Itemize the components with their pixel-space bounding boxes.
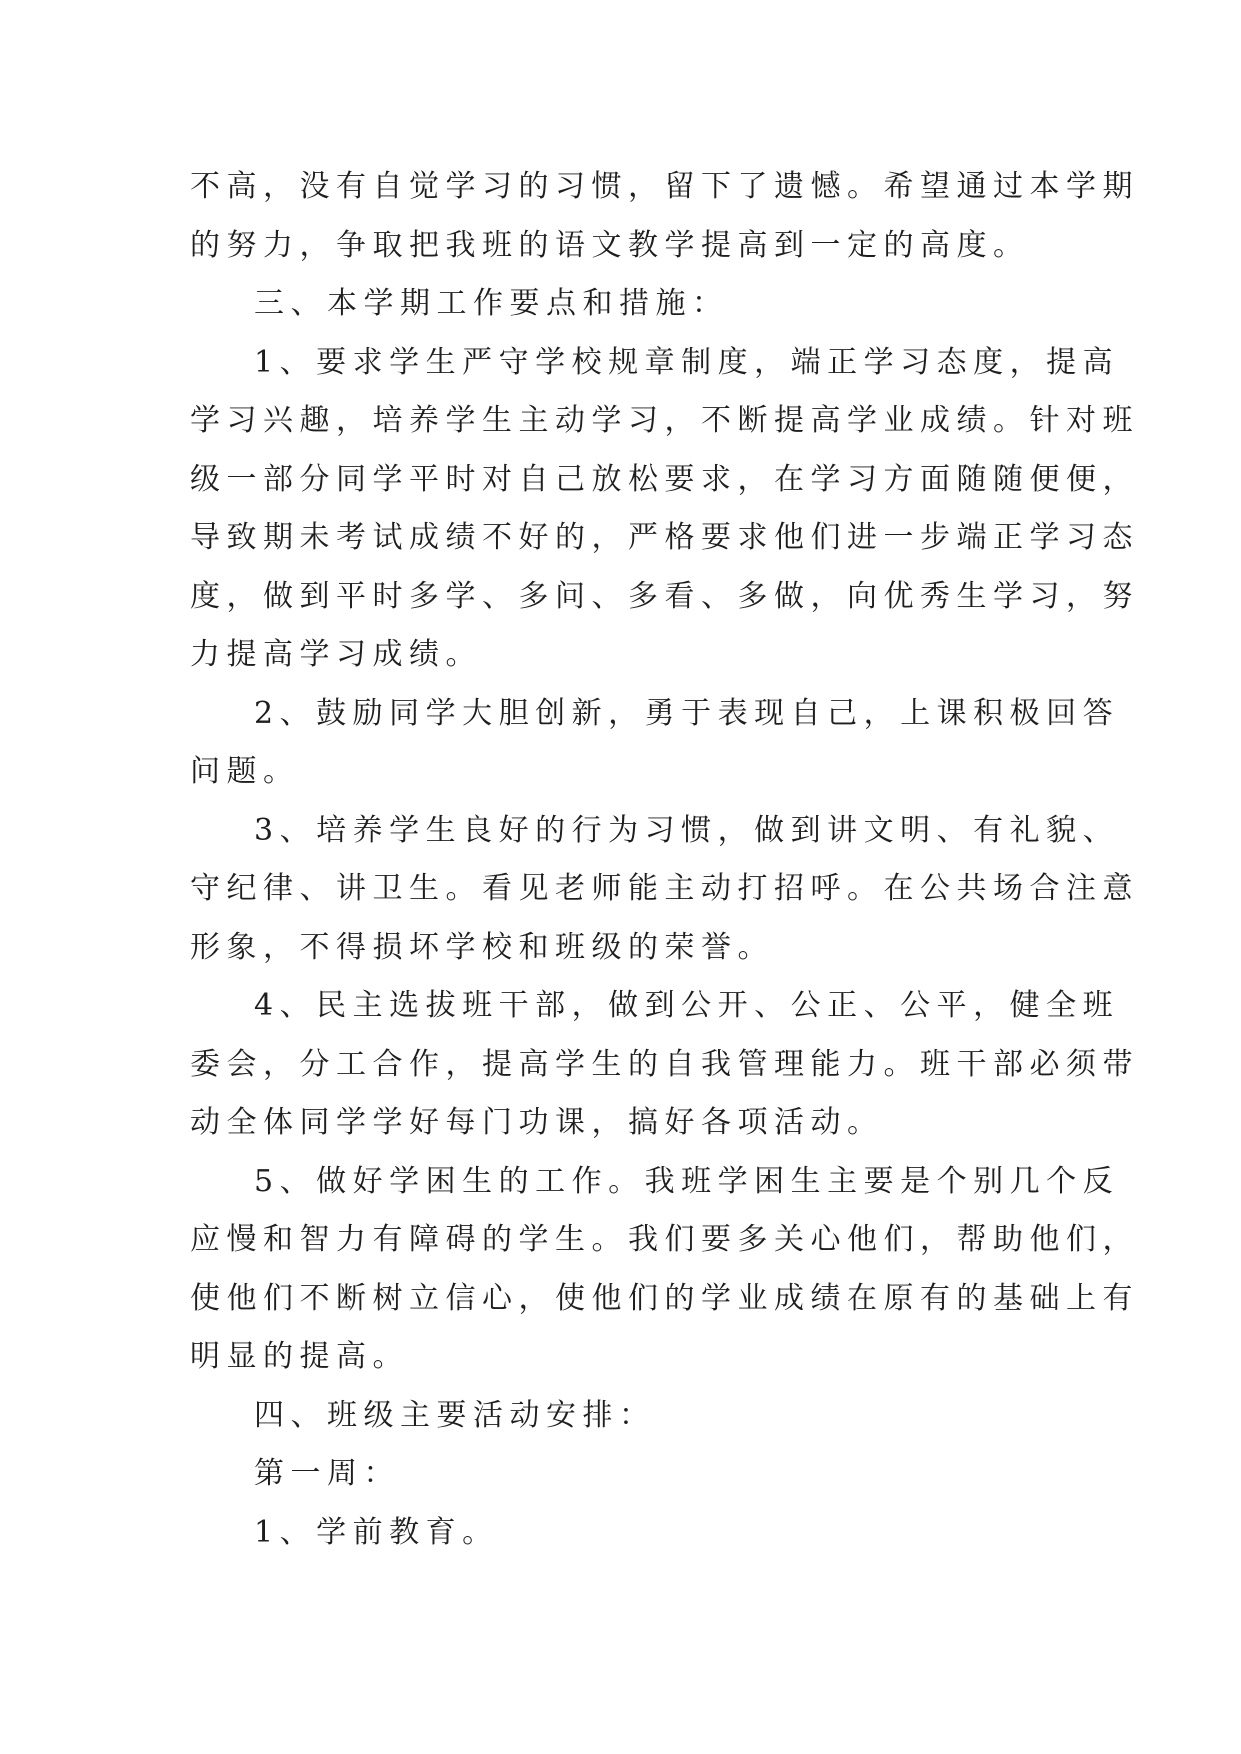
text-line: 3、培养学生良好的行为习惯，做到讲文明、有礼貌、 bbox=[254, 812, 1120, 848]
text-line: 明显的提高。 bbox=[190, 1339, 409, 1374]
text-line: 级一部分同学平时对自己放松要求，在学习方面随随便便， bbox=[190, 461, 1139, 497]
document-body bbox=[190, 158, 1139, 1562]
text-line: 4、民主选拔班干部，做到公开、公正、公平，健全班 bbox=[254, 988, 1120, 1023]
text-line: 应慢和智力有障碍的学生。我们要多关心他们，帮助他们， bbox=[190, 1222, 1139, 1257]
text-line: 动全体同学学好每门功课，搞好各项活动。 bbox=[190, 1105, 884, 1140]
text-line: 2、鼓励同学大胆创新，勇于表现自己，上课积极回答 bbox=[254, 695, 1120, 731]
section-heading: 四、班级主要活动安排： bbox=[254, 1397, 656, 1433]
text-line: 1、学前教育。 bbox=[254, 1514, 499, 1550]
text-line: 1、要求学生严守学校规章制度，端正学习态度，提高 bbox=[254, 344, 1120, 380]
text-line: 学习兴趣，培养学生主动学习，不断提高学业成绩。针对班 bbox=[190, 403, 1139, 438]
text-line: 5、做好学困生的工作。我班学困生主要是个别几个反 bbox=[254, 1163, 1120, 1199]
text-line: 的努力，争取把我班的语文教学提高到一定的高度。 bbox=[190, 227, 1030, 263]
text-line: 委会，分工合作，提高学生的自我管理能力。班干部必须带 bbox=[190, 1046, 1139, 1082]
text-line: 形象，不得损坏学校和班级的荣誉。 bbox=[190, 929, 774, 965]
text-line: 不高，没有自觉学习的习惯，留下了遗憾。希望通过本学期 bbox=[190, 169, 1139, 204]
text-line: 导致期未考试成绩不好的，严格要求他们进一步端正学习态 bbox=[190, 520, 1139, 555]
text-line: 力提高学习成绩。 bbox=[190, 637, 482, 672]
text-line: 使他们不断树立信心，使他们的学业成绩在原有的基础上有 bbox=[190, 1280, 1139, 1316]
text-line: 守纪律、讲卫生。看见老师能主动打招呼。在公共场合注意 bbox=[190, 871, 1139, 906]
text-line: 度，做到平时多学、多问、多看、多做，向优秀生学习，努 bbox=[190, 578, 1139, 614]
subheading: 第一周： bbox=[254, 1456, 400, 1491]
section-heading: 三、本学期工作要点和措施： bbox=[254, 286, 729, 321]
text-line: 问题。 bbox=[190, 754, 300, 789]
